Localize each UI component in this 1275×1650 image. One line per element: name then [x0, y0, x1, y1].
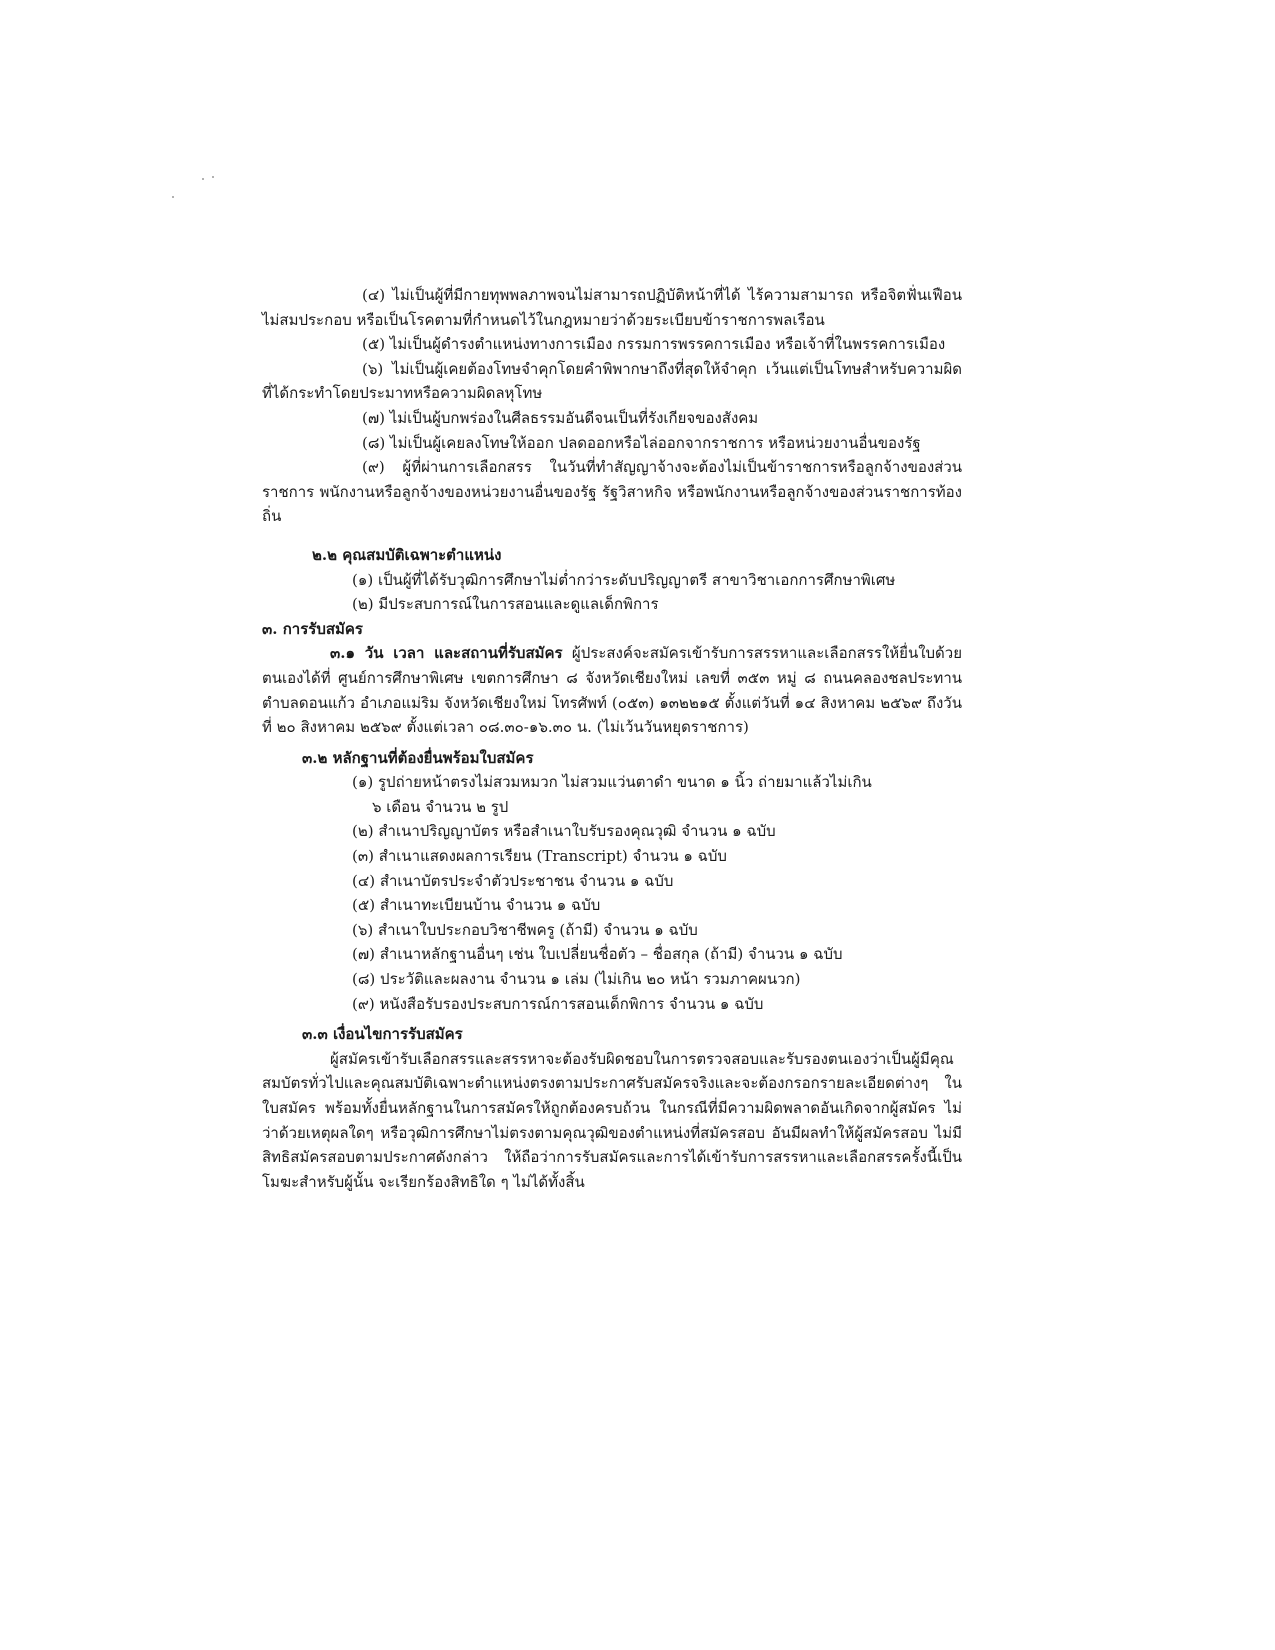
item-first-line: (๖) ไม่เป็นผู้เคยต้องโทษจำคุกโดยคำพิพากษาถึงที่สุดให้จำคุก เว้นแต่เป็นโทษสำหรับความผิด	[362, 359, 962, 378]
position-qualification-item-2: (๒) มีประสบการณ์ในการสอนและดูแลเด็กพิการ	[352, 595, 659, 614]
scan-specks	[172, 178, 222, 208]
qualification-item-6	[262, 357, 962, 406]
qualification-item-5	[262, 332, 962, 357]
required-document-item-5: (๕) สำเนาทะเบียนบ้าน จำนวน ๑ ฉบับ	[352, 896, 601, 915]
application-schedule-paragraph	[262, 641, 962, 739]
item-first-line: (๔) ไม่เป็นผู้ที่มีกายทุพพลภาพจนไม่สามารถปฏิบัติหน้าที่ได้ ไร้ความสามารถ	[362, 286, 854, 304]
required-document-item-8: (๘) ประวัติและผลงาน จำนวน ๑ เล่ม (ไม่เกิน ๒๐ หน้า รวมภาคผนวก)	[352, 970, 801, 989]
item-first-line: (๙) ผู้ที่ผ่านการเลือกสรร ในวันที่ทำสัญญาจ้างจะต้องไม่เป็นข้าราชการหรือลูกจ้างของส่วน	[362, 458, 962, 477]
item-first-line: (๕) ไม่เป็นผู้ดำรงตำแหน่งทางการเมือง กรรมการพรรคการเมือง หรือเจ้าที่ในพรรคการเมือง	[362, 335, 946, 354]
item-continuation: หรือจิตฟั่นเฟือน ไม่สมประกอบ หรือเป็นโรคตามที่กำหนดไว้ในกฎหมายว่าด้วยระเบียบข้าราชการพลเรือน	[262, 286, 962, 329]
required-document-item-6: (๖) สำเนาใบประกอบวิชาชีพครู (ถ้ามี) จำนวน ๑ ฉบับ	[352, 920, 698, 939]
application-conditions-paragraph: ผู้สมัครเข้ารับเลือกสรรและสรรหาจะต้องรับผิดชอบในการตรวจสอบและรับรองตนเองว่าเป็นผู้มีคุณสมบัตรทั่วไปและคุณสมบัติเฉพาะตำแหน่งตรงตามประกาศรับสมัครจริงและจะต้องกรอกรายละเอียดต่างๆ ในใบสมัคร พร้อมทั้งยื่นหลักฐานในการสมัครให้ถูกต้องครบถ้วน ในกรณีที่มีความผิดพลาดอันเกิดจากผู้สมัคร ไม่ว่าด้วยเหตุผลใดๆ หรือวุฒิการศึกษาไม่ตรงตามคุณวุฒิของตำแหน่งที่สมัครสอบ อันมีผลทำให้ผู้สมัครสอบ ไม่มีสิทธิสมัครสอบตามประกาศดังกล่าว ให้ถือว่าการรับสมัครและการได้เข้ารับการสรรหาและเลือกสรรครั้งนี้เป็นโมฆะสำหรับผู้นั้น จะเรียกร้องสิทธิใด ๆ ไม่ได้ทั้งสิ้น	[262, 1049, 962, 1191]
required-document-item-1-continuation: ๖ เดือน จำนวน ๒ รูป	[372, 797, 509, 816]
position-qualification-item-1: (๑) เป็นผู้ที่ได้รับวุฒิการศึกษาไม่ต่ำกว่าระดับปริญญาตรี สาขาวิชาเอกการศึกษาพิเศษ	[352, 570, 896, 589]
required-document-item-7: (๗) สำเนาหลักฐานอื่นๆ เช่น ใบเปลี่ยนชื่อตัว – ชื่อสกุล (ถ้ามี) จำนวน ๑ ฉบับ	[352, 945, 843, 964]
application-schedule-body: ผู้ประสงค์จะสมัครเข้ารับการสรรหาและเลือกสรรให้ยื่นใบด้วยตนเองได้ที่ ศูนย์การศึกษาพิเศษ เขตการศึกษา ๘ จังหวัดเชียงใหม่ เลขที่ ๓๕๓ หมู่ ๘ ถนนคลองชลประทาน ตำบลดอนแก้ว อำเภอแม่ริม จังหวัดเชียงใหม่ โทรศัพท์ (๐๕๓) ๑๓๒๒๑๕ ตั้งแต่วันที่ ๑๔ สิงหาคม ๒๕๖๙ ถึงวันที่ ๒๐ สิงหาคม ๒๕๖๙ ตั้งแต่เวลา ๐๘.๓๐-๑๖.๓๐ น. (ไม่เว้นวันหยุดราชการ)	[262, 644, 963, 737]
speck	[202, 178, 204, 180]
qualification-item-9	[262, 455, 962, 529]
speck	[212, 176, 214, 178]
item-first-line: (๗) ไม่เป็นผู้บกพร่องในศีลธรรมอันดีจนเป็นที่รังเกียจของสังคม	[362, 408, 759, 427]
required-documents-heading: ๓.๒ หลักฐานที่ต้องยื่นพร้อมใบสมัคร	[302, 748, 534, 767]
required-document-item-4: (๔) สำเนาบัตรประจำตัวประชาชน จำนวน ๑ ฉบับ	[352, 871, 674, 890]
position-qualifications-heading: ๒.๒ คุณสมบัติเฉพาะตำแหน่ง	[312, 545, 502, 564]
application-heading: ๓. การรับสมัคร	[262, 619, 363, 638]
speck	[172, 196, 174, 198]
item-first-line: (๘) ไม่เป็นผู้เคยลงโทษให้ออก ปลดออกหรือไล่ออกจากราชการ หรือหน่วยงานอื่นของรัฐ	[362, 433, 921, 452]
general-qualifications-list	[262, 283, 962, 529]
required-document-item-3: (๓) สำเนาแสดงผลการเรียน (Transcript) จำนวน ๑ ฉบับ	[352, 847, 727, 866]
document-body	[262, 283, 962, 1194]
qualification-item-7	[262, 406, 962, 431]
qualification-item-8	[262, 431, 962, 456]
required-document-item-9: (๙) หนังสือรับรองประสบการณ์การสอนเด็กพิการ จำนวน ๑ ฉบับ	[352, 994, 764, 1013]
required-document-item-1: (๑) รูปถ่ายหน้าตรงไม่สวมหมวก ไม่สวมแว่นตาดำ ขนาด ๑ นิ้ว ถ่ายมาแล้วไม่เกิน	[352, 773, 872, 792]
application-conditions-heading: ๓.๓ เงื่อนไขการรับสมัคร	[302, 1025, 463, 1044]
qualification-item-4	[262, 283, 962, 332]
item-continuation: ที่ได้กระทำโดยประมาทหรือความผิดลหุโทษ	[262, 384, 543, 403]
required-document-item-2: (๒) สำเนาปริญญาบัตร หรือสำเนาใบรับรองคุณวุฒิ จำนวน ๑ ฉบับ	[352, 822, 776, 841]
application-schedule-lead: ๓.๑ วัน เวลา และสถานที่รับสมัคร	[330, 644, 563, 663]
item-continuation: ราชการ พนักงานหรือลูกจ้างของหน่วยงานอื่นของรัฐ รัฐวิสาหกิจ หรือพนักงานหรือลูกจ้างของส่วนราชการท้องถิ่น	[262, 482, 962, 526]
